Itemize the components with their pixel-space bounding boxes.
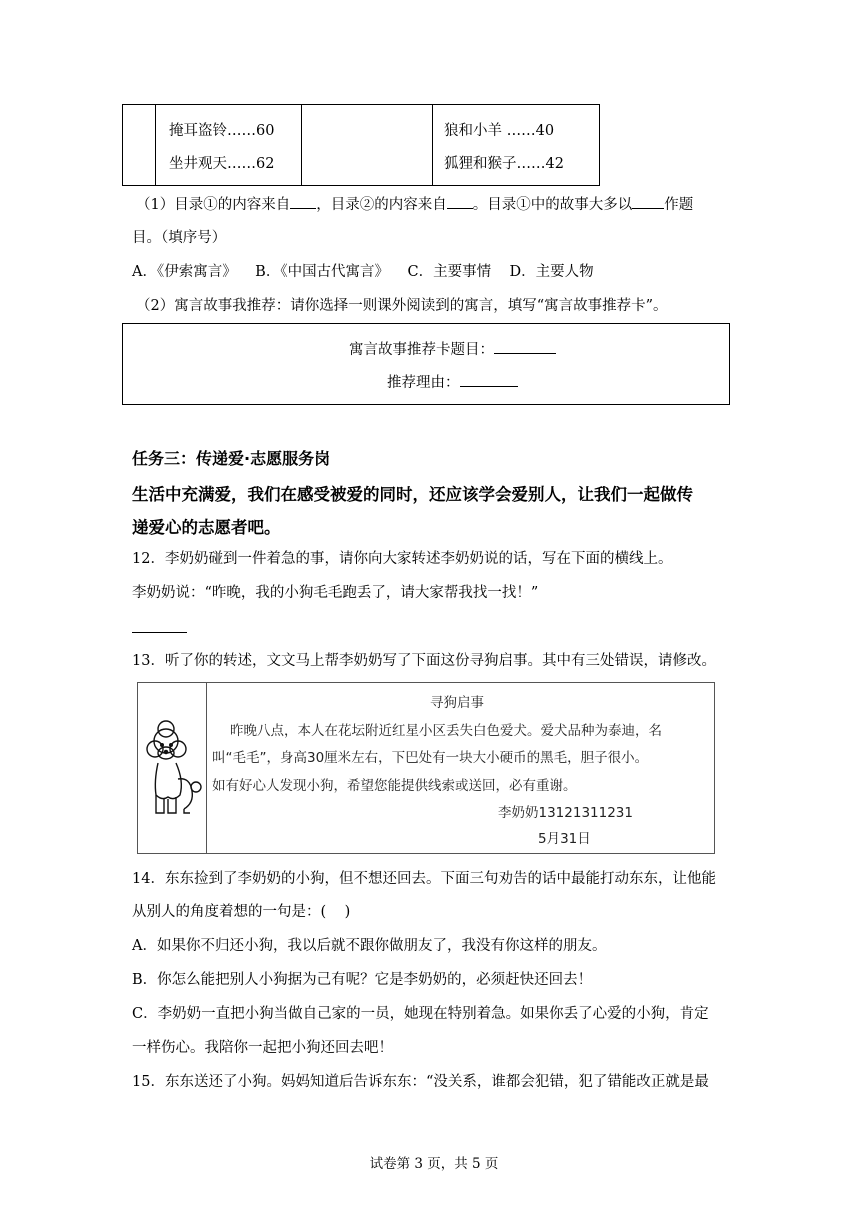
q14-option-c-line1[interactable]: C．李奶奶一直把小狗当做自己家的一员，她现在特别着急。如果你丢了心爱的小狗，肯定 (132, 1006, 709, 1022)
notice-signature: 李奶奶13121311231 (498, 805, 633, 821)
lost-dog-notice (137, 682, 715, 854)
notice-title: 寻狗启事 (430, 695, 484, 711)
toc-item: 坐井观天……62 (169, 156, 275, 172)
q11-1-options: A．《伊索寓言》 B．《中国古代寓言》 C．主要事情 D．主要人物 (132, 264, 594, 280)
q12-quote: 李奶奶说：“昨晚，我的小狗毛毛跑丢了，请大家帮我找一找！” (132, 585, 539, 601)
q12-text: 12．李奶奶碰到一件着急的事，请你向大家转述李奶奶说的话，写在下面的横线上。 (132, 551, 673, 567)
recommend-card (122, 323, 730, 405)
q14-line2: 从别人的角度着想的一句是：( ) (132, 904, 351, 920)
card-reason-blank[interactable] (460, 372, 518, 387)
q11-1-text-c: 。目录①中的故事大多以 (472, 197, 633, 213)
q11-1-line1 (136, 194, 693, 215)
notice-line: 如有好心人发现小狗，希望您能提供线索或送回，必有重谢。 (212, 778, 577, 794)
q14-option-b[interactable]: B．你怎么能把别人小狗据为己有呢？它是李奶奶的，必须赶快还回去！ (132, 972, 593, 988)
q11-1-text-a: （1）目录①的内容来自 (136, 197, 291, 213)
toc-item: 掩耳盗铃……60 (169, 123, 275, 139)
q11-1-text-d: 作题 (664, 197, 694, 213)
card-reason-row (387, 372, 518, 393)
task3-intro-line2: 递爱心的志愿者吧。 (132, 518, 281, 537)
answer-blank[interactable] (447, 194, 473, 209)
q15-line1: 15．东东送还了小狗。妈妈知道后告诉东东：“没关系，谁都会犯错，犯了错能改正就是最 (132, 1074, 709, 1090)
notice-date: 5月31日 (538, 831, 591, 847)
toc-col-divider-1 (155, 105, 156, 185)
toc-item: 狼和小羊 ……40 (444, 123, 555, 139)
q11-1-line2: 目。（填序号） (132, 230, 227, 246)
card-title-label: 寓言故事推荐卡题目： (349, 342, 494, 358)
toc-item: 狐狸和猴子……42 (444, 156, 564, 172)
task3-intro-line1: 生活中充满爱，我们在感受被爱的同时，还应该学会爱别人，让我们一起做传 (132, 485, 693, 504)
q11-2-prompt: （2）寓言故事我推荐：请你选择一则课外阅读到的寓言，填写“寓言故事推荐卡”。 (136, 298, 668, 314)
toc-table (122, 104, 600, 186)
poodle-dog-illustration (144, 719, 210, 819)
toc-col-divider-3 (432, 105, 433, 185)
card-title-blank[interactable] (494, 339, 556, 354)
toc-col-divider-2 (301, 105, 302, 185)
q11-1-text-b: ，目录②的内容来自 (316, 197, 447, 213)
page-footer: 试卷第 3 页，共 5 页 (369, 1156, 499, 1172)
task3-heading: 任务三：传递爱·志愿服务岗 (132, 449, 331, 468)
answer-blank[interactable] (290, 194, 316, 209)
notice-line: 叫“毛毛”，身高30厘米左右，下巴处有一块大小硬币的黑毛，胆子很小。 (212, 750, 649, 766)
notice-line: 昨晚八点，本人在花坛附近红星小区丢失白色爱犬。爱犬品种为泰迪，名 (230, 723, 662, 739)
q14-option-c-line2: 一样伤心。我陪你一起把小狗还回去吧！ (132, 1040, 393, 1056)
q14-line1: 14．东东捡到了李奶奶的小狗，但不想还回去。下面三句劝告的话中最能打动东东，让他能 (132, 871, 716, 887)
card-title-row (349, 339, 556, 360)
q13-text: 13．听了你的转述，文文马上帮李奶奶写了下面这份寻狗启事。其中有三处错误，请修改。 (132, 653, 716, 669)
q12-answer-line[interactable] (132, 632, 187, 633)
card-reason-label: 推荐理由： (387, 375, 460, 391)
answer-blank[interactable] (632, 194, 664, 209)
q14-option-a[interactable]: A．如果你不归还小狗，我以后就不跟你做朋友了，我没有你这样的朋友。 (132, 938, 607, 954)
